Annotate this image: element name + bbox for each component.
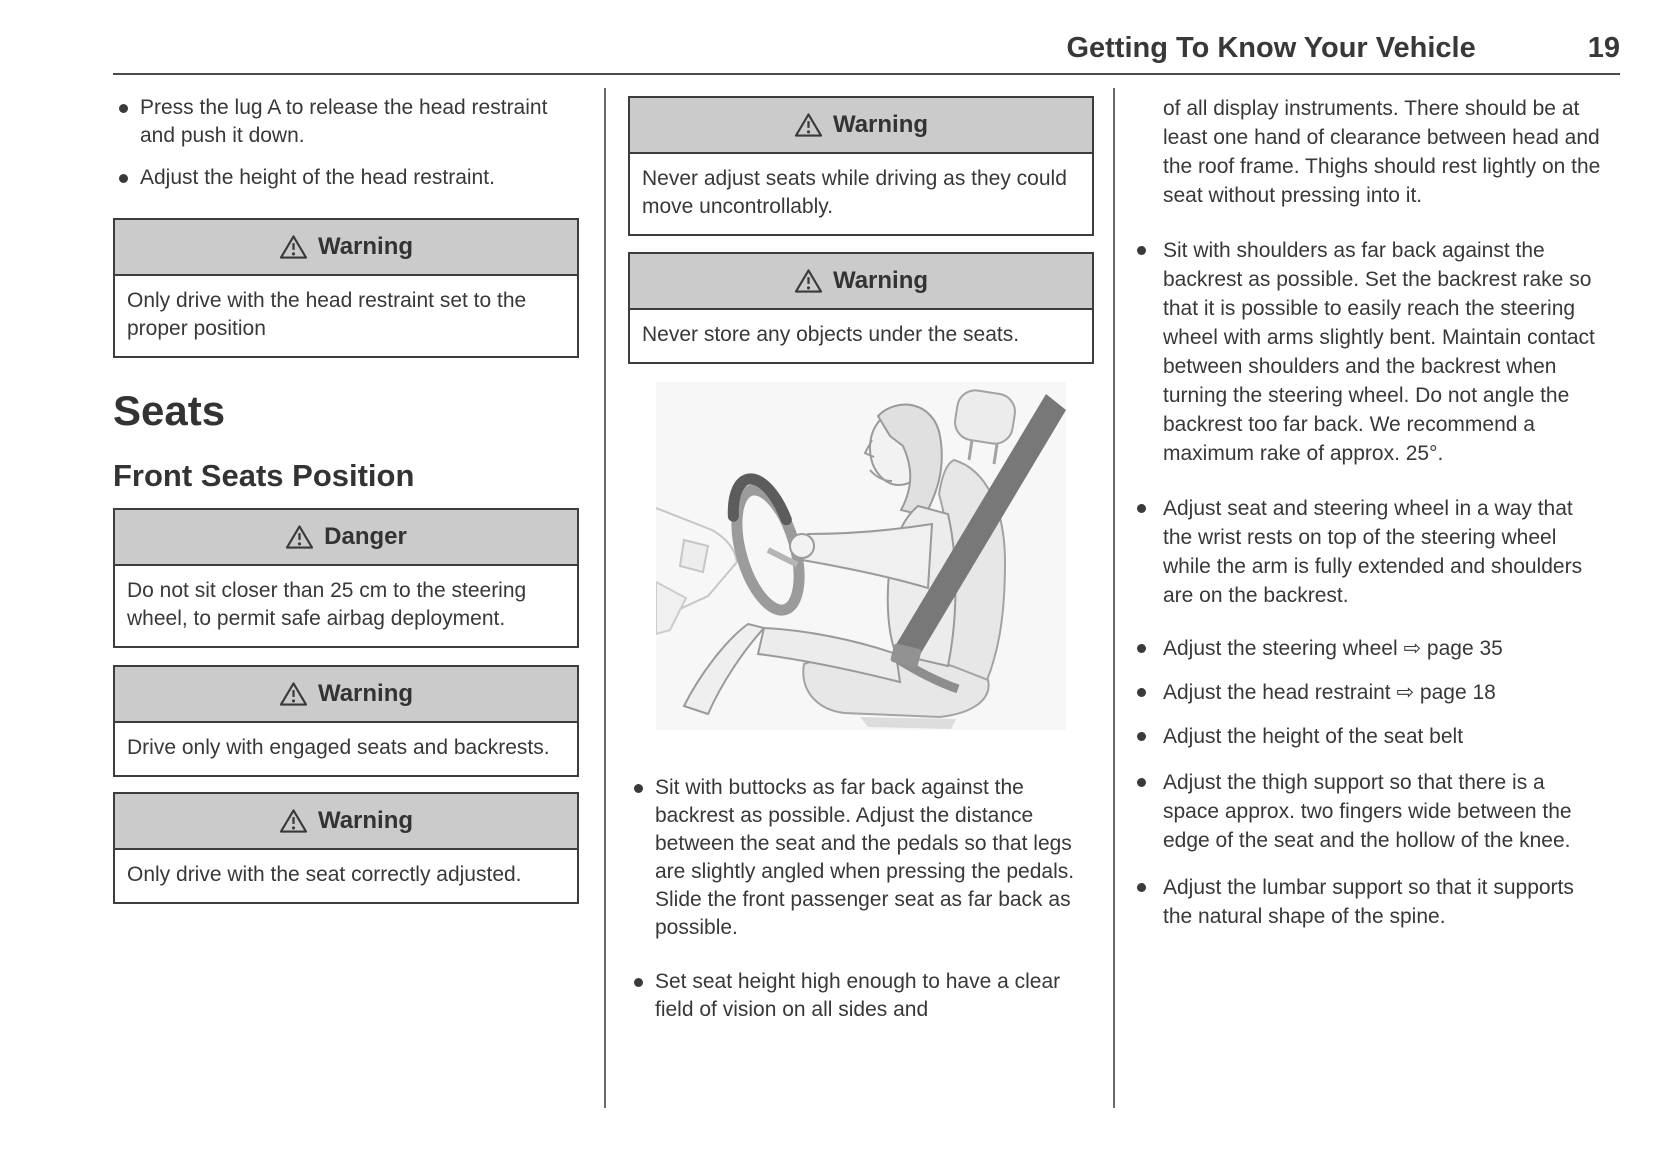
list-item-page-reference: Adjust the steering wheel ⇨ page 35 [1137, 634, 1603, 663]
column-right [1137, 88, 1603, 931]
alert-body: Only drive with the head restraint set to the proper position [127, 289, 527, 340]
alert-title: Warning [832, 111, 929, 138]
alert-title: Warning [832, 267, 929, 294]
alert-body: Drive only with engaged seats and backrests. [127, 735, 550, 759]
page-number: 19 [1587, 32, 1620, 64]
page-title: Getting To Know Your Vehicle [1066, 32, 1476, 64]
column-left [113, 88, 579, 904]
warning-triangle-icon [279, 808, 308, 834]
danger-box [113, 508, 579, 648]
warning-triangle-icon [285, 524, 314, 550]
list-item-page-reference: Adjust the head restraint ⇨ page 18 [1137, 678, 1603, 707]
warning-box [628, 252, 1094, 364]
column-middle [628, 88, 1094, 1024]
list-item: Press the lug A to release the head restraint and push it down. [113, 94, 579, 150]
column-divider [604, 88, 606, 1108]
list-item: Sit with shoulders as far back against the backrest as possible. Set the backrest rake so that it is possible to easily reach the steering wheel with arms slightly bent. Maintain contact between shoulders and the backrest when turning the steering wheel. Do not angle the backrest too far back. We recommend a maximum rake of approx. 25°. [1137, 236, 1603, 468]
alert-title: Danger [324, 522, 407, 550]
alert-title: Warning [317, 233, 414, 260]
alert-title: Warning [317, 679, 414, 707]
alert-title: Warning [317, 806, 414, 834]
list-item: Adjust the thigh support so that there is a space approx. two fingers wide between the edge of the seat and the hollow of the knee. [1137, 768, 1603, 855]
warning-triangle-icon [794, 112, 823, 138]
warning-triangle-icon [279, 681, 308, 707]
warning-box [628, 96, 1094, 236]
list-item: Adjust the height of the head restraint. [113, 164, 579, 192]
column-divider [1113, 88, 1115, 1108]
page-header [113, 32, 1620, 65]
header-rule [113, 73, 1620, 75]
list-item: Adjust seat and steering wheel in a way that the wrist rests on top of the steering wheel while the arm is fully extended and shoulders are on the backrest. [1137, 494, 1603, 610]
list-item: Adjust the lumbar support so that it supports the natural shape of the spine. [1137, 873, 1603, 931]
warning-triangle-icon [794, 268, 823, 294]
driver-seating-position-illustration [656, 382, 1066, 730]
alert-body: Never adjust seats while driving as they could move uncontrollably. [642, 167, 1067, 218]
continuation-paragraph: of all display instruments. There should be at least one hand of clearance between head and the roof frame. Thighs should rest lightly on the seat without pressing into it. [1163, 97, 1601, 207]
warning-triangle-icon [279, 234, 308, 260]
alert-body: Only drive with the seat correctly adjusted. [127, 862, 522, 886]
alert-body: Do not sit closer than 25 cm to the steering wheel, to permit safe airbag deployment. [127, 578, 527, 630]
alert-body: Never store any objects under the seats. [642, 323, 1020, 346]
warning-box [113, 792, 579, 904]
list-item: Adjust the height of the seat belt [1137, 722, 1603, 751]
list-item: Sit with buttocks as far back against the backrest as possible. Adjust the distance between the seat and the pedals so that legs are slightly angled when pressing the pedals. Slide the front passenger seat as far back as possible. [628, 774, 1094, 942]
list-item: Set seat height high enough to have a clear field of vision on all sides and [628, 968, 1094, 1024]
warning-box [113, 218, 579, 358]
section-heading-seats: Seats [113, 387, 226, 434]
subsection-heading-front-seats-position: Front Seats Position [113, 458, 415, 494]
warning-box [113, 665, 579, 777]
